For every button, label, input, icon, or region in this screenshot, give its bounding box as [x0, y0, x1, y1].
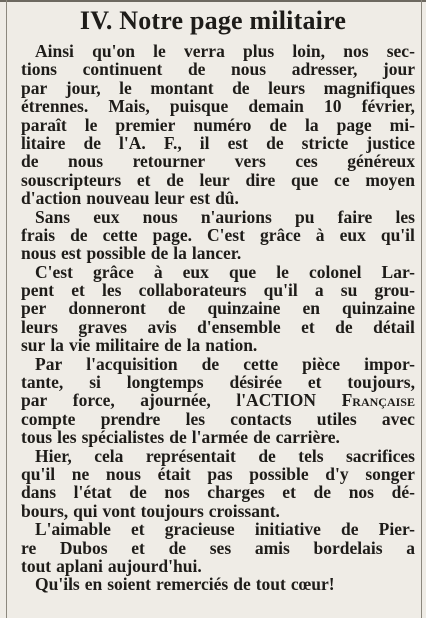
text-line [21, 355, 415, 373]
word: par [21, 77, 48, 98]
word: étrennes. [21, 96, 89, 117]
word: militaire [95, 335, 160, 356]
word: compte [21, 408, 76, 429]
text-line [21, 226, 415, 244]
word: vers [234, 151, 266, 172]
word: verra [184, 41, 225, 61]
text-line [21, 373, 415, 391]
word: lancer. [191, 243, 242, 264]
word: dû. [215, 188, 239, 209]
text-line [21, 60, 415, 78]
word: nous [231, 59, 267, 80]
word: grâce [259, 224, 301, 245]
word: eux [182, 261, 209, 282]
word: la [50, 335, 64, 356]
word: de [150, 243, 169, 264]
word: de [232, 77, 250, 98]
word: bours, [21, 500, 69, 521]
word: leurs [21, 316, 58, 337]
word: l'état [73, 482, 112, 503]
word: de [168, 537, 187, 558]
word: toujours [140, 500, 204, 521]
word: page [336, 114, 372, 135]
text-line [21, 281, 415, 299]
word: eux [339, 224, 366, 245]
word: eux [93, 206, 120, 227]
text-line [21, 152, 415, 170]
text-line [21, 336, 415, 354]
word: de [233, 574, 251, 595]
word: de [164, 335, 182, 356]
word: de [21, 151, 39, 172]
text-line [21, 116, 415, 134]
word: nouveau [86, 188, 150, 209]
word: C'est [35, 261, 73, 282]
word: les [57, 427, 77, 448]
word: qu'il [263, 280, 298, 301]
word: ce [334, 169, 350, 190]
word: ajournée, [140, 390, 211, 411]
word: l'armée [191, 427, 249, 448]
word: le [119, 77, 132, 98]
word: vie [68, 335, 91, 356]
word: n'aurions [200, 206, 272, 227]
text-line [21, 79, 415, 97]
text-line [21, 465, 415, 483]
word: longtemps [126, 372, 204, 393]
word: de [201, 353, 220, 374]
word: qui [73, 500, 98, 521]
word: gracieuse [164, 519, 235, 540]
word: tions [21, 59, 57, 80]
word: et [301, 316, 315, 337]
text-line [21, 42, 415, 60]
word: pu [295, 206, 315, 227]
word: donneront [68, 298, 146, 319]
word: sec- [386, 41, 415, 61]
left-column-rule [6, 0, 7, 618]
text-line [21, 263, 415, 281]
text-line [21, 502, 415, 520]
paragraph [21, 208, 415, 263]
word: nos [348, 482, 374, 503]
word: premier [115, 114, 176, 135]
word: collaborateurs [138, 280, 247, 301]
text-line [21, 428, 415, 446]
word: souscripteurs [21, 169, 122, 190]
word: l'A. [119, 132, 146, 153]
word: puisque [169, 96, 229, 117]
word: de [169, 427, 187, 448]
word: les [101, 280, 122, 301]
word: Pier- [378, 519, 415, 540]
word: a [406, 537, 415, 558]
word: C'est [207, 224, 245, 245]
text-line [21, 447, 415, 465]
word: d'ensemble [197, 316, 281, 337]
word: quinzaine [342, 298, 415, 319]
word: cette [102, 224, 138, 245]
word: croissant. [208, 500, 280, 521]
top-rule [0, 0, 426, 2]
word: utiles [316, 408, 357, 429]
word: tous [21, 427, 53, 448]
word: plus [243, 41, 275, 61]
word: leur [154, 188, 185, 209]
word: Mais, [108, 96, 150, 117]
text-line [21, 299, 415, 317]
text-line [21, 244, 415, 262]
word: de [166, 169, 184, 190]
word: justice [366, 132, 415, 153]
word: possible [249, 463, 309, 484]
word: aplani [56, 555, 103, 576]
word: initiative [254, 519, 321, 540]
word: l'acquisition [86, 353, 178, 374]
word: continuent [82, 59, 163, 80]
word: cette [243, 353, 279, 374]
word: nous [68, 151, 104, 172]
word: en [302, 298, 320, 319]
word: frais [21, 224, 56, 245]
word: tante, [21, 372, 64, 393]
word: et [131, 537, 145, 558]
word: à [153, 261, 163, 282]
word: avec [381, 408, 415, 429]
word: de [70, 224, 88, 245]
word: dire [245, 169, 276, 190]
word: il [199, 132, 210, 153]
word: L'aimable [35, 519, 111, 540]
word: leurs [268, 77, 306, 98]
word: d'y [325, 463, 349, 484]
word: cela [94, 445, 124, 466]
word: Dubos [59, 537, 108, 558]
word: Sans [35, 206, 71, 227]
word: de [187, 59, 206, 80]
word: litaire [21, 132, 66, 153]
word: de [266, 132, 284, 153]
word: et [71, 280, 85, 301]
word: Lar- [381, 261, 415, 282]
word: sacrifices [345, 445, 415, 466]
word: remerciés [156, 574, 229, 595]
word: retourner [132, 151, 206, 172]
word: stricte [301, 132, 349, 153]
word: l'ACTION [236, 390, 317, 411]
word: la [173, 243, 187, 264]
article-body [21, 42, 415, 594]
paragraph [21, 42, 415, 208]
paragraph [21, 575, 415, 593]
word: graves [78, 316, 127, 337]
word: désirée [229, 372, 282, 393]
word: sur [21, 335, 46, 356]
word: qu'il [21, 463, 56, 484]
word: et [307, 372, 322, 393]
paragraph [21, 520, 415, 575]
word: février, [361, 96, 415, 117]
word: spécialistes [81, 427, 165, 448]
word: Ainsi [35, 41, 74, 61]
word: ses [209, 537, 232, 558]
text-line [21, 557, 415, 575]
word: Par [35, 353, 63, 374]
word: grâce [92, 261, 134, 282]
word: magnifiques [323, 77, 415, 98]
paragraph [21, 355, 415, 447]
paragraph [21, 447, 415, 521]
text-line [21, 171, 415, 189]
text-line [21, 575, 415, 593]
word: leur [199, 169, 230, 190]
word: grou- [374, 280, 415, 301]
word: per [21, 298, 47, 319]
word: de [335, 316, 353, 337]
word: le [276, 261, 289, 282]
word: et [130, 519, 145, 540]
word: demain [248, 96, 304, 117]
word: si [89, 372, 101, 393]
word: pas [207, 463, 233, 484]
word: de [167, 298, 186, 319]
word: a [314, 280, 324, 301]
word: et [282, 482, 296, 503]
word: montant [150, 77, 214, 98]
word: force, [72, 390, 115, 411]
word: charges [207, 482, 265, 503]
text-line [21, 134, 415, 152]
word: carrière. [275, 427, 340, 448]
word: de [253, 427, 271, 448]
word: de [129, 482, 147, 503]
word: numéro [193, 114, 252, 135]
word: ces [295, 151, 318, 172]
text-line [21, 318, 415, 336]
word: la [304, 114, 319, 135]
word: F., [163, 132, 182, 153]
word: tout [255, 574, 286, 595]
word: possible [86, 243, 146, 264]
paragraph [21, 263, 415, 355]
word: de [341, 519, 359, 540]
word: tels [298, 445, 324, 466]
word: les [395, 206, 415, 227]
text-line [21, 208, 415, 226]
word: impor- [364, 353, 415, 374]
word: en [84, 574, 103, 595]
word: cœur! [290, 574, 335, 595]
word: qu'on [92, 41, 135, 61]
word: est [227, 132, 249, 153]
word: soient [107, 574, 151, 595]
word: jour, [65, 77, 101, 98]
word: de [269, 114, 287, 135]
word: jour [382, 59, 415, 80]
word: loin, [292, 41, 325, 61]
word: paraît [21, 114, 67, 135]
article-title: IV. Notre page militaire [79, 6, 347, 35]
word: généreux [347, 151, 415, 172]
word: ne [71, 463, 90, 484]
word: nos [343, 41, 369, 61]
word: amis [254, 537, 290, 558]
word: détail [373, 316, 415, 337]
word: Française [341, 390, 415, 411]
word: était [157, 463, 191, 484]
text-line [21, 410, 415, 428]
word: Hier, [35, 445, 72, 466]
text-line [21, 391, 415, 409]
word: les [185, 408, 206, 429]
word: la [186, 335, 201, 356]
word: que [291, 169, 319, 190]
word: tout [21, 555, 52, 576]
word: bordelais [313, 537, 383, 558]
word: pent [21, 280, 55, 301]
word: et [136, 169, 151, 190]
word: à [315, 224, 325, 245]
word: faire [337, 206, 373, 227]
word: Qu'ils [35, 574, 80, 595]
word: aujourd'hui. [107, 555, 202, 576]
word: nous [105, 463, 141, 484]
word: songer [365, 463, 415, 484]
word: de [313, 482, 332, 503]
text-line [21, 189, 415, 207]
word: le [153, 41, 166, 61]
word: quinzaine [207, 298, 281, 319]
word: su [340, 280, 358, 301]
word: avis [147, 316, 177, 337]
word: d'action [21, 188, 82, 209]
text-line [21, 483, 415, 501]
word: nos [164, 482, 190, 503]
right-column-rule [421, 0, 422, 618]
word: mi- [389, 114, 415, 135]
word: nous [142, 206, 178, 227]
word: par [21, 390, 48, 411]
word: le [84, 114, 98, 135]
text-line [21, 539, 415, 557]
word: que [228, 261, 257, 282]
word: re [21, 537, 37, 558]
word: est [189, 188, 211, 209]
word: est [61, 243, 82, 264]
word: nous [21, 243, 57, 264]
word: dans [21, 482, 57, 503]
word: de [83, 132, 101, 153]
word: dé- [391, 482, 415, 503]
text-line [21, 520, 415, 538]
word: nation. [205, 335, 258, 356]
word: de [258, 445, 276, 466]
word: 10 [324, 96, 342, 117]
word: toujours, [347, 372, 415, 393]
text-line [21, 97, 415, 115]
word: pièce [302, 353, 341, 374]
word: vont [102, 500, 136, 521]
word: adresser, [291, 59, 358, 80]
word: prendre [100, 408, 161, 429]
word: contacts [230, 408, 292, 429]
word: moyen [365, 169, 415, 190]
word: qu'il [380, 224, 415, 245]
word: page. [152, 224, 192, 245]
word: colonel [308, 261, 362, 282]
word: représentait [145, 445, 236, 466]
